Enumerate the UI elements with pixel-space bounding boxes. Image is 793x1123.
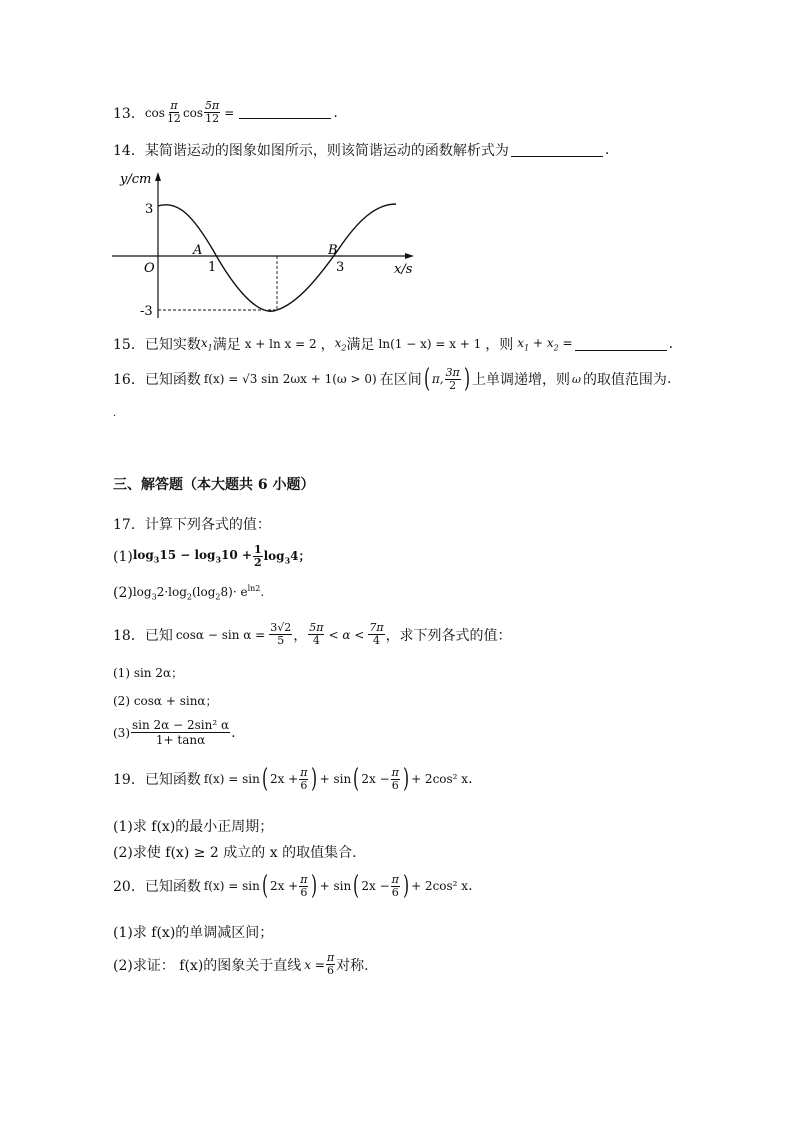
q20-part-1: (1)求 f(x)的单调减区间； <box>113 925 274 941</box>
q18-part-2: (2) cosα + sinα； <box>113 694 218 708</box>
x-axis-arrow <box>405 253 414 259</box>
q15-equation-1: x + ln x = 2 <box>244 337 317 351</box>
q15-comma: ， <box>320 337 335 353</box>
q13-equals: = <box>224 105 235 120</box>
q13-answer-blank[interactable] <box>239 106 331 119</box>
q18-part-1: (1) sin 2α； <box>113 666 184 680</box>
y-tick-3: 3 <box>145 202 154 217</box>
q15-equation-2: ln(1 − x) = x + 1 <box>378 337 482 351</box>
q15-period: . <box>668 336 674 352</box>
q17-part-2: (2) $\log_32\cdot\log_2(\log_28)\cdot e^{ln2}$. <box>113 584 265 602</box>
q15-text-d: 满足 <box>346 337 375 353</box>
question-16: 16．已知函数 f(x) = √3 sin 2ωx + 1(ω > 0) 在区间 ( π, $\frac{3\pi}{2}$ ) 上单调递增，则 ω 的取值范围为 . <box>113 364 672 394</box>
question-20: 20．已知函数 f(x) = sin ( 2x + $\frac{\pi}{6}$ ) + sin ( 2x − $\frac{\pi}{6}$ ) + 2cos² x . <box>113 871 473 901</box>
q18-part-3: (3) $\frac{\text{sin 2α − 2sin² α}}{1+ \tan\alpha}$ . <box>113 718 236 747</box>
y-axis-arrow <box>155 172 161 181</box>
q15-text-b: 满足 <box>212 337 241 353</box>
q20-part-2: (2)求证： f(x)的图象关于直线 x = $\frac{\pi}{6}$ 对称. <box>113 951 369 977</box>
q16-text-c: 上单调递增，则 <box>471 372 570 388</box>
q15-text-e: ，则 <box>485 337 514 353</box>
q16-omega: ω <box>571 372 581 386</box>
q13-frac-1: $\frac{\pi}{12}$ <box>166 99 181 125</box>
q16-function: f(x) = √3 sin 2ωx + 1(ω > 0) <box>203 372 377 386</box>
q14-answer-blank[interactable] <box>511 144 603 157</box>
q16-text-b: 在区间 <box>379 372 422 388</box>
q15-answer-blank[interactable] <box>575 338 667 351</box>
question-13 <box>113 100 338 125</box>
section-3-heading: 三、解答题（本大题共 6 小题） <box>113 477 315 493</box>
point-b-label: B <box>328 243 338 258</box>
q14-period: . <box>604 142 610 158</box>
q16-interval-end: $\frac{3\pi}{2}$ <box>445 365 460 392</box>
q15-text-a: 15．已知实数 <box>113 337 201 353</box>
q16-interval-start: π, <box>431 372 444 386</box>
q13-frac-2: $\frac{5\pi}{12}$ <box>205 99 220 125</box>
q13-cos-b: cos <box>182 105 204 120</box>
q15-x1: $x_1$ <box>200 335 213 353</box>
point-a-label: A <box>193 243 203 258</box>
origin-label: O <box>144 261 155 276</box>
question-17: 17．计算下列各式的值： <box>113 517 271 533</box>
question-15 <box>113 334 673 354</box>
q13-cos-a: cos <box>144 105 165 120</box>
question-18: 18．已知 cosα − sin α = $\frac{3√2}{5}$ ， $\frac{5\pi}{4}$ < α < $\frac{7\pi}{4}$ ，求下列各式的值： <box>113 621 512 647</box>
sine-graph <box>108 168 428 324</box>
y-axis-label: y/cm <box>120 172 152 187</box>
q13-period: . <box>333 104 338 121</box>
x-tick-1: 1 <box>208 260 217 275</box>
q19-part-2: (2)求使 f(x) ≥ 2 成立的 x 的取值集合. <box>113 845 357 861</box>
q16-text-d: 的取值范围为 <box>582 372 667 388</box>
q15-x2: $x_2$ <box>334 335 347 353</box>
q14-text: 14．某简谐运动的图象如图所示，则该简谐运动的函数解析式为 <box>113 143 509 159</box>
q15-sum: $x_1 + x_2$ = <box>517 335 573 353</box>
q16-period: . <box>666 371 672 387</box>
x-axis-label: x/s <box>394 262 413 277</box>
q17-part-1: (1) $\log_315 - \log_310$ + $\frac{1}{2}$ $\log_34$； <box>113 543 311 569</box>
x-tick-3: 3 <box>336 260 345 275</box>
y-tick-neg3: -3 <box>140 304 153 319</box>
q16-answer-line: . <box>113 408 117 419</box>
q19-part-1: (1)求 f(x)的最小正周期； <box>113 819 274 835</box>
question-14 <box>113 140 609 160</box>
q13-number: 13． <box>113 105 145 122</box>
q16-text-a: 16．已知函数 <box>113 372 201 388</box>
question-19: 19．已知函数 f(x) = sin ( 2x + $\frac{\pi}{6}$ ) + sin ( 2x − $\frac{\pi}{6}$ ) + 2cos² x . <box>113 764 473 794</box>
